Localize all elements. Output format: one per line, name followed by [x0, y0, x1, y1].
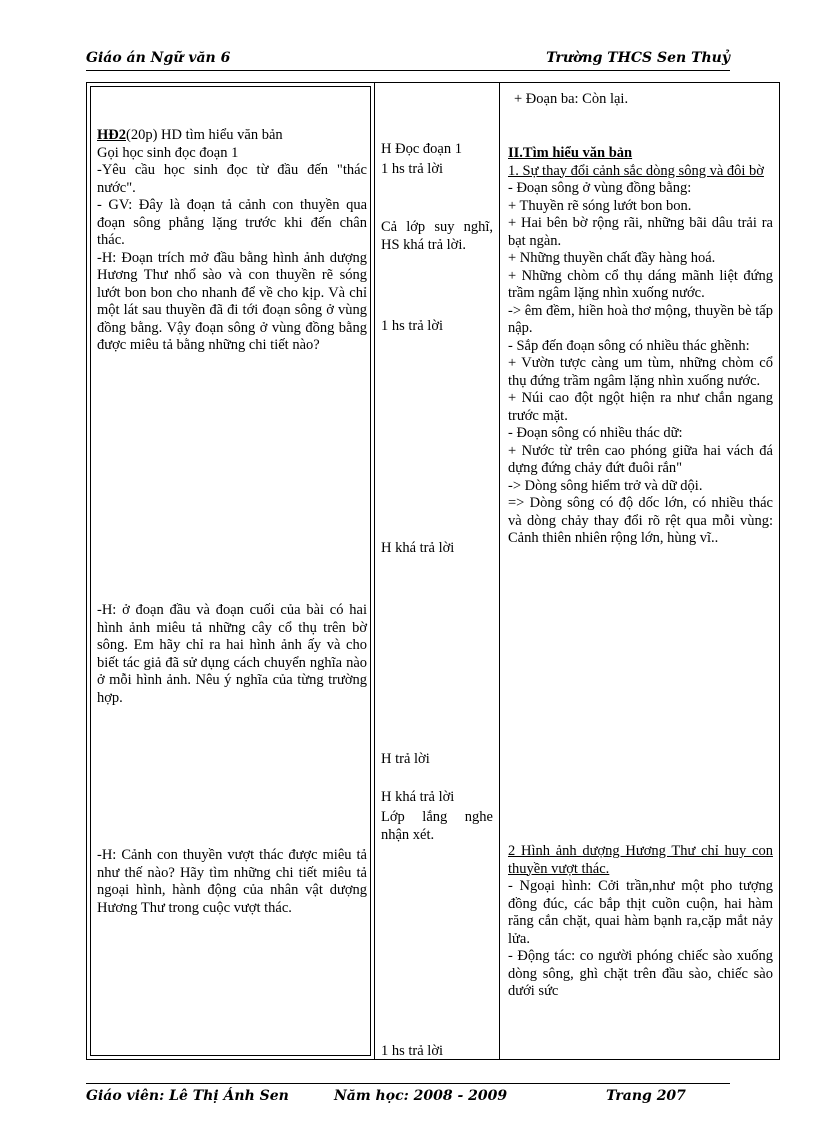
activity-block-3: -H: Cảnh con thuyền vượt thác được miêu tả như thế nào? Hãy tìm những chi tiết miêu tả ngoại hình, hành động của nhân vật dượng Hương Thư trong cuộc vượt thác. [97, 847, 367, 916]
activity-label: HĐ2 [97, 127, 126, 143]
section-title: II.Tìm hiểu văn bản [508, 145, 633, 161]
content-line: + Những chòm cổ thụ dáng mãnh liệt đứng trầm ngâm lặng nhìn xuống nước. [508, 267, 773, 301]
student-activity-cell [375, 83, 500, 1059]
activity-block-2: -H: ở đoạn đầu và đoạn cuối của bài có hai hình ảnh miêu tả những cây cổ thụ trên bờ sông. Em hãy chỉ ra hai hình ảnh ấy và cho biết tác giả đã sử dụng cách chuyển nghĩa nào ở mỗi hình ảnh. Nêu ý nghĩa của từng trường hợp. [97, 602, 367, 706]
content-line: + Thuyền rẽ sóng lướt bon bon. [508, 197, 692, 214]
footer-school-year: Năm học: 2008 - 2009 [334, 1088, 508, 1104]
page-footer [86, 1083, 730, 1108]
activity-line: Gọi học sinh đọc đoạn 1 [97, 144, 239, 161]
student-answer: Lớp lắng nghe nhận xét. [381, 809, 493, 843]
content-line: -> Dòng sông hiểm trở và dữ dội. [508, 477, 703, 494]
activity-heading-rest: (20p) HD tìm hiểu văn bản [126, 127, 283, 143]
content-line: + Hai bên bờ rộng rãi, những bãi dâu trải ra bạt ngàn. [508, 215, 773, 249]
student-answer: H khá trả lời [381, 789, 455, 805]
student-answer: H Đọc đoạn 1 [381, 141, 462, 157]
content-section-1 [508, 145, 773, 548]
student-answer: 1 hs trả lời [381, 1043, 444, 1059]
content-line: - Đoạn sông ở vùng đồng bằng: [508, 180, 692, 196]
activity-heading [97, 127, 367, 145]
subsection-title: 2 Hình ảnh dượng Hương Thư chỉ huy con thuyền vượt thác. [508, 843, 773, 877]
footer-page-number: Trang 207 [606, 1088, 686, 1104]
page-header [86, 50, 730, 71]
header-school: Trường THCS Sen Thuỷ [546, 50, 730, 66]
content-line: + Vườn tược càng um tùm, những chòm cổ thụ đứng trầm ngâm lặng nhìn xuống nước. [508, 355, 773, 389]
content-line: + Nước từ trên cao phóng giữa hai vách đá dựng đứng chảy đứt đuôi rắn" [508, 442, 773, 476]
content-column [500, 83, 781, 1059]
content-line: - Ngoại hình: Cởi trần,như một pho tượng đồng đúc, các bắp thịt cuồn cuộn, hai hàm răng cắn chặt, quai hàm bạnh ra,cặp mắt nảy lửa. [508, 878, 773, 947]
activity-line: -H: Đoạn trích mở đầu bằng hình ảnh dượng Hương Thư nhổ sào và con thuyền rẽ sóng lướt bon bon cho nhanh để về cho kịp. Và chỉ một lát sau thuyền đã đi tới đoạn sông ở vùng đồng bằng. Vậy đoạn sông ở vùng đồng bằng được miêu tả bằng những chi tiết nào? [97, 249, 367, 353]
student-answer: H khá trả lời [381, 540, 455, 556]
content-line: + Núi cao đột ngột hiện ra như chắn ngang trước mặt. [508, 390, 773, 424]
content-line: => Dòng sông có độ dốc lớn, có nhiều thác và dòng chảy thay đổi rõ rệt qua mỗi vùng: Cảnh thiên nhiên rộng lớn, hùng vĩ.. [508, 495, 773, 546]
lesson-table [86, 82, 780, 1060]
content-top-line: + Đoạn ba: Còn lại. [514, 91, 629, 107]
student-answer: Cả lớp suy nghĩ, HS khá trả lời. [381, 219, 493, 253]
student-answer: 1 hs trả lời [381, 318, 444, 334]
content-line: + Những thuyền chất đầy hàng hoá. [508, 250, 716, 266]
content-line: - Đoạn sông có nhiều thác dữ: [508, 425, 683, 441]
footer-teacher: Giáo viên: Lê Thị Ánh Sen [86, 1088, 289, 1104]
activity-line: - GV: Đây là đoạn tả cảnh con thuyền qua đoạn sông phẳng lặng trước khi đến chân thác. [97, 197, 367, 248]
activity-block-1 [97, 127, 367, 355]
student-answer: 1 hs trả lời [381, 161, 444, 177]
content-section-2 [508, 843, 773, 1001]
content-line: - Động tác: co người phóng chiếc sào xuống dòng sông, ghì chặt trên đầu sào, chiếc sào dưới sức [508, 948, 773, 999]
activity-inner-frame [90, 86, 371, 1056]
student-answer: H trả lời [381, 751, 430, 767]
content-line: -> êm đềm, hiền hoà thơ mộng, thuyền bè tấp nập. [508, 302, 773, 336]
header-subject: Giáo án Ngữ văn 6 [86, 50, 231, 66]
activity-line: -Yêu cầu học sinh đọc từ đầu đến "thác nước". [97, 162, 367, 196]
subsection-title: 1. Sự thay đổi cảnh sắc dòng sông và đôi bờ [508, 162, 764, 179]
content-line: - Sắp đến đoạn sông có nhiều thác ghềnh: [508, 337, 750, 354]
teacher-activity-column [87, 83, 375, 1059]
